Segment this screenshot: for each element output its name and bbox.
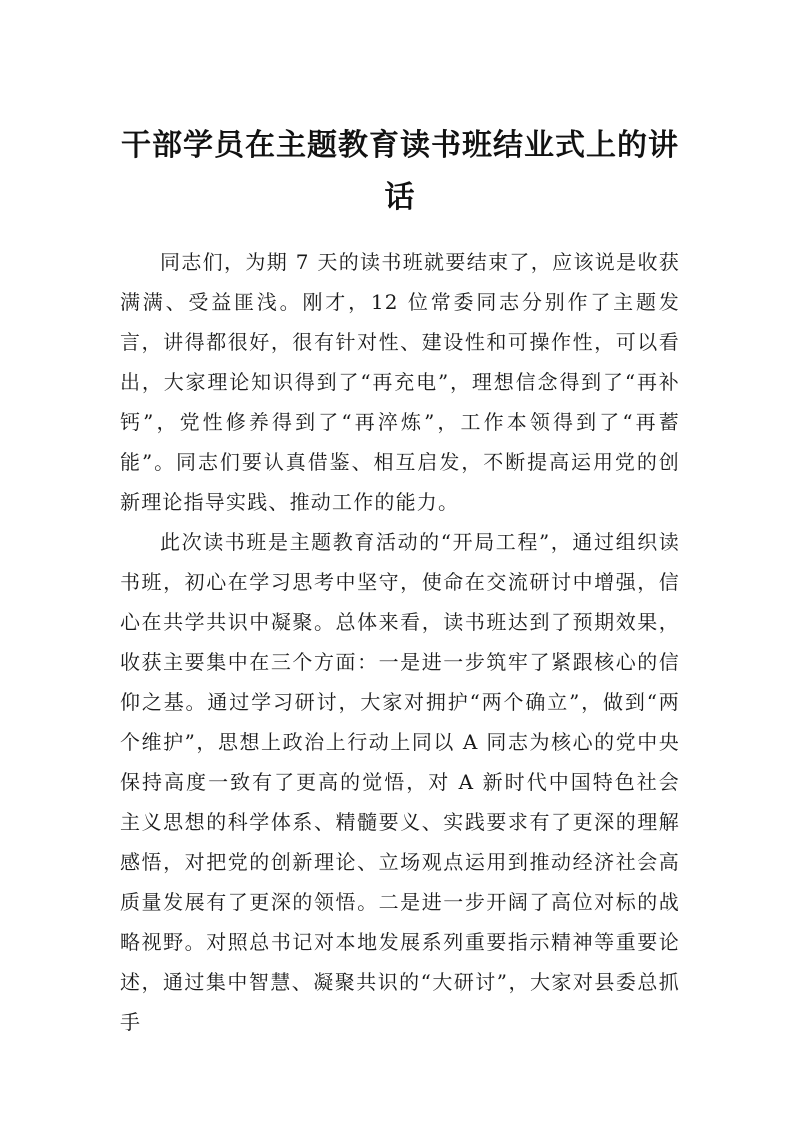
document-body bbox=[120, 242, 680, 1042]
paragraph-1: 同志们，为期 7 天的读书班就要结束了，应该说是收获满满、受益匪浅。刚才，12 位常委同志分别作了主题发言，讲得都很好，很有针对性、建设性和可操作性，可以看出，大家理论知识得到了“再充电”，理想信念得到了“再补钙”，党性修养得到了“再淬炼”，工作本领得到了“再蓄能”。同志们要认真借鉴、相互启发，不断提高运用党的创新理论指导实践、推动工作的能力。 bbox=[120, 250, 680, 514]
paragraph-2: 此次读书班是主题教育活动的“开局工程”，通过组织读书班，初心在学习思考中坚守，使命在交流研讨中增强，信心在共学共识中凝聚。总体来看，读书班达到了预期效果，收获主要集中在三个方面：一是进一步筑牢了紧跟核心的信仰之基。通过学习研讨，大家对拥护“两个确立”，做到“两个维护”，思想上政治上行动上同以 A 同志为核心的党中央保持高度一致有了更高的觉悟，对 A 新时代中国特色社会主义思想的科学体系、精髓要义、实践要求有了更深的理解感悟，对把党的创新理论、立场观点运用到推动经济社会高质量发展有了更深的领悟。二是进一步开阔了高位对标的战略视野。对照总书记对本地发展系列重要指示精神等重要论述，通过集中智慧、凝聚共识的“大研讨”，大家对县委总抓手 bbox=[120, 530, 680, 1034]
document-title: 干部学员在主题教育读书班结业式上的讲话 bbox=[121, 128, 679, 215]
